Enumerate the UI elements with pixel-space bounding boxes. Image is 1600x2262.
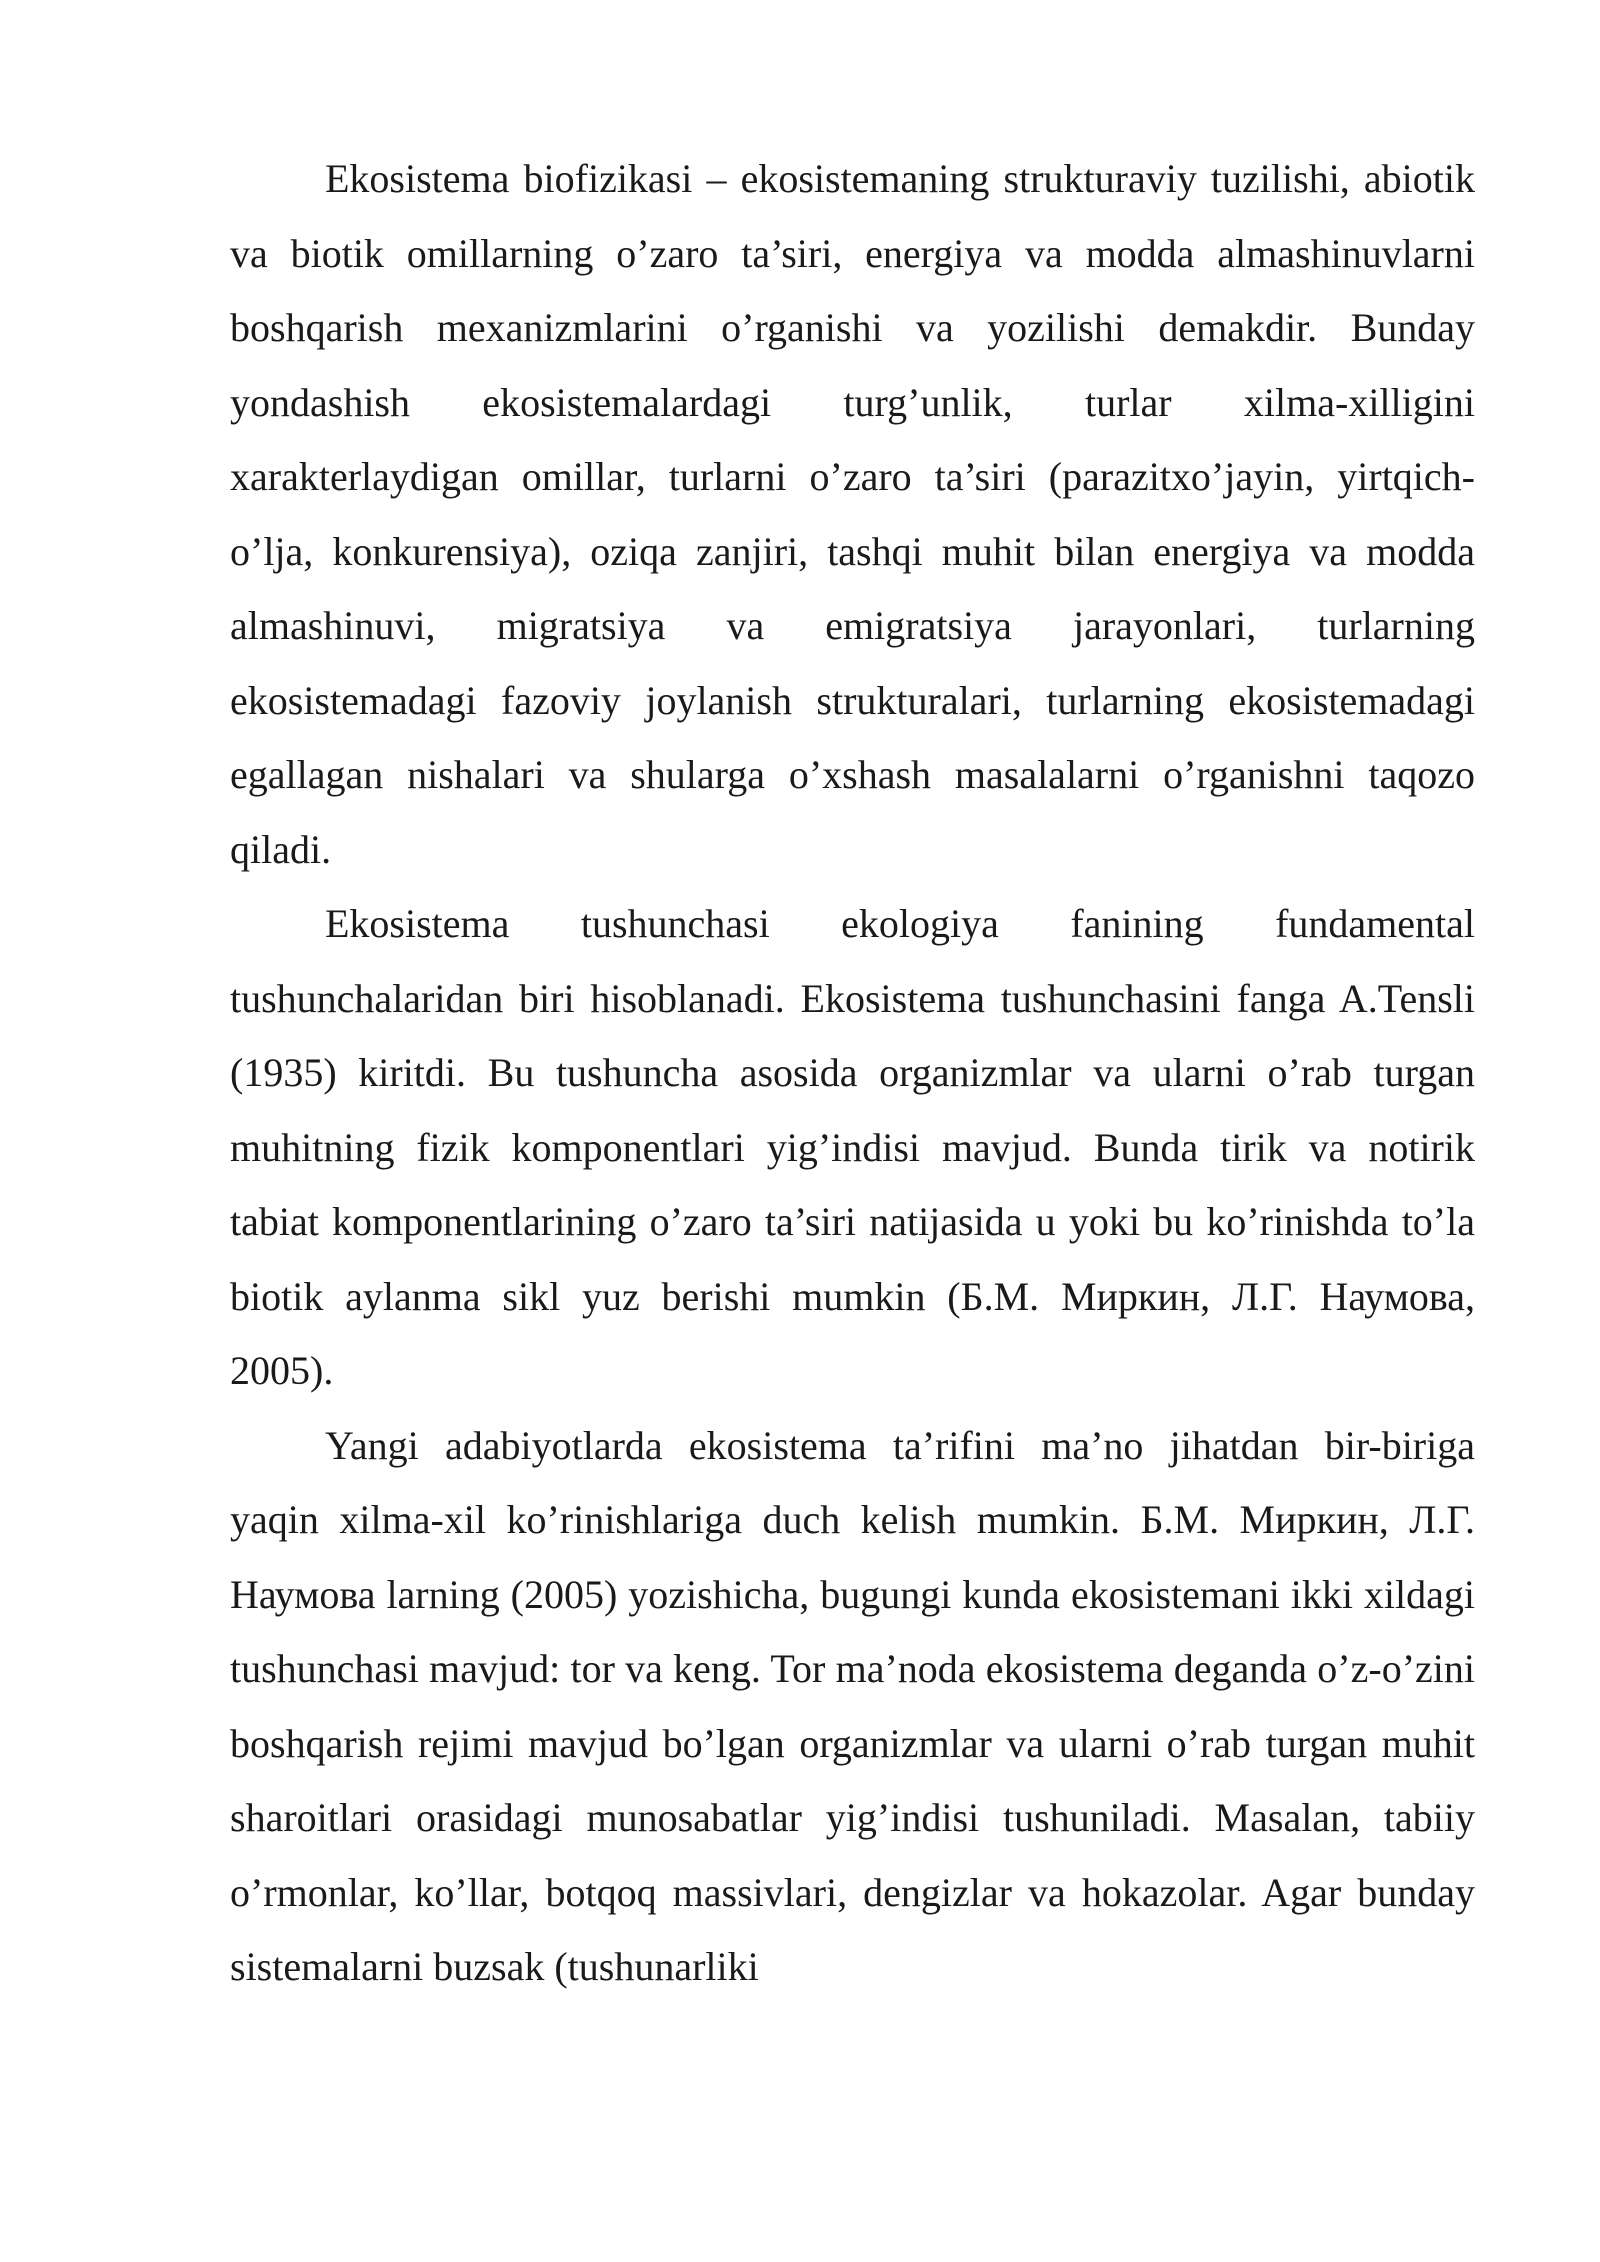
document-page [230,142,1475,2005]
paragraph-ecosystem-definitions: Yangi adabiyotlarda ekosistema ta’rifini ma’no jihatdan bir-biriga yaqin xilma-xil ko’rinishlariga duch kelish mumkin. Б.М. Миркин, Л.Г. Наумова larning (2005) yozishicha, bugungi kunda ekosistemani ikki xildagi tushunchasi mavjud: tor va keng. Tor ma’noda ekosistema deganda o’z-o’zini boshqarish rejimi mavjud bo’lgan organizmlar va ularni o’rab turgan muhit sharoitlari orasidagi munosabatlar yig’indisi tushuniladi. Masalan, tabiiy o’rmonlar, ko’llar, botqoq massivlari, dengizlar va hokazolar. Agar bunday sistemalarni buzsak (tushunarliki [230,1422,1475,1989]
paragraph-ecosystem-biophysics: Ekosistema biofizikasi – ekosistemaning strukturaviy tuzilishi, abiotik va biotik omillarning o’zaro ta’siri, energiya va modda almashinuvlarni boshqarish mexanizmlarini o’rganishi va yozilishi demakdir. Bunday yondashish ekosistemalardagi turg’unlik, turlar xilma-xilligini xarakterlaydigan omillar, turlarni o’zaro ta’siri (parazitxo’jayin, yirtqich-o’lja, konkurensiya), oziqa zanjiri, tashqi muhit bilan energiya va modda almashinuvi, migratsiya va emigratsiya jarayonlari, turlarning ekosistemadagi fazoviy joylanish strukturalari, turlarning ekosistemadagi egallagan nishalari va shularga o’xshash masalalarni o’rganishni taqozo qiladi. [230,156,1475,872]
paragraph-ecosystem-concept: Ekosistema tushunchasi ekologiya fanining fundamental tushunchalaridan biri hisoblanadi. Ekosistema tushunchasini fanga A.Tensli (1935) kiritdi. Bu tushuncha asosida organizmlar va ularni o’rab turgan muhitning fizik komponentlari yig’indisi mavjud. Bunda tirik va notirik tabiat komponentlarining o’zaro ta’siri natijasida u yoki bu ko’rinishda to’la biotik aylanma sikl yuz berishi mumkin (Б.М. Миркин, Л.Г. Наумова, 2005). [230,901,1475,1393]
